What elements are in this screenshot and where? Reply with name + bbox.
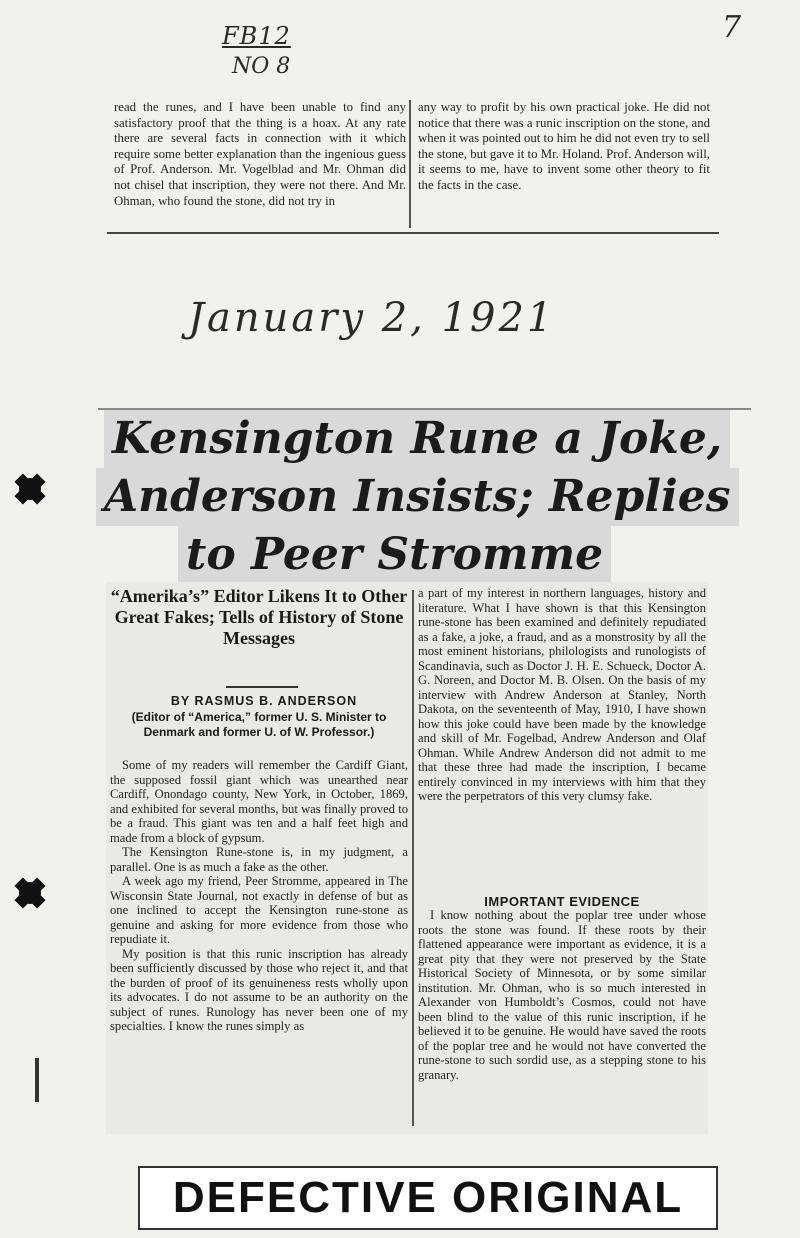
article-byline: BY RASMUS B. ANDERSON	[170, 694, 358, 708]
article-right-column-continued	[418, 908, 706, 1082]
handwritten-page-number: 7	[722, 10, 742, 45]
previous-clipping-right-column: any way to profit by his own practical joke. He did not notice that there was a runic inscription on the stone, and when it was pointed out to him he did not even try to sell the stone, but gave it to Mr. Holand. Prof. Anderson will, it seems to me, have to invent some other theory to fit the facts in the case.	[418, 100, 710, 192]
previous-clipping	[107, 100, 719, 234]
article-paragraph: a part of my interest in northern languages, history and literature. What I have shown is that this Kensington rune-stone has been examined and definitely repudiated as a fake, a joke, a fraud, and as a monstrosity by all the most eminent historians, philologists and runologists of Scandinavia, such as Doctor J. H. E. Schueck, Doctor A. G. Noreen, and Doctor M. B. Olsen. On the basis of my interview with Andrew Anderson at Stanley, North Dakota, on the seventeenth of May, 1910, I have shown how this joke could have been made by the knowledge and skill of Mr. Fogelbad, Andrew Anderson and Olaf Ohman. While Andrew Anderson did not admit to me that these three had made the inscription, I became entirely convinced in my interviews with him that they were the perpetrators of this very clumsy fake.	[418, 586, 706, 803]
previous-clipping-left-column: read the runes, and I have been unable to find any satisfactory proof that the thing is a hoax. At any rate there are several facts in connection with it which require some better explanation than the ingenious guess of Prof. Anderson. Mr. Vogelblad and Mr. Ohman did not chisel that inscription, they were not there. And Mr. Ohman, who found the stone, did not try in	[114, 100, 406, 208]
article-paragraph: A week ago my friend, Peer Stromme, appeared in The Wisconsin State Journal, not exactly in defense of but as one inclined to accept the Kensington rune-stone as genuine and asking for more evidence from those who repudiate it.	[110, 874, 408, 946]
handwritten-reference-number: NO 8	[232, 54, 291, 79]
author-description: (Editor of “America,” former U. S. Minister to Denmark and former U. of W. Professor.)	[131, 710, 387, 739]
section-heading: IMPORTANT EVIDENCE	[484, 894, 640, 909]
article-paragraph: The Kensington Rune-stone is, in my judgment, a parallel. One is as much a fake as the other.	[110, 845, 408, 874]
handwritten-reference-code: FB12	[222, 22, 291, 50]
column-divider	[409, 100, 411, 228]
punch-hole-icon	[19, 882, 41, 904]
headline-line-2: Anderson Insists; Replies	[96, 468, 739, 526]
headline-line-1: Kensington Rune a Joke,	[104, 410, 730, 468]
article-subhead: “Amerika’s” Editor Likens It to Other Great Fakes; Tells of History of Stone Messages	[110, 586, 408, 648]
article-paragraph: I know nothing about the poplar tree under whose roots the stone was found. If these roots by their flattened appearance were important as evidence, it is a great pity that they were not preserved by the State Historical Society of Minnesota, or by some similar institution. Mr. Ohman, who is so much interested in Alexander von Humboldt’s Cosmos, could not have been blind to the value of this runic inscription, if he believed it to be genuine. He would have saved the roots of the poplar tree and he would not have converted the rune-stone to such sordid use, as a stepping stone to his granary.	[418, 908, 706, 1082]
article-paragraph: My position is that this runic inscription has already been sufficiently discussed by those who reject it, and that the burden of proof of its genuineness rests wholly upon its advocates. I do not assume to be an authority on the subject of runes. Runology has never been one of my specialties. I know the runes simply as	[110, 946, 408, 1033]
article-left-column	[110, 758, 408, 1034]
binding-mark	[35, 1058, 39, 1102]
article-clipping	[106, 582, 708, 1134]
column-divider	[412, 590, 414, 1126]
article-right-column	[418, 586, 706, 804]
subhead-rule	[226, 686, 298, 688]
article-paragraph: Some of my readers will remember the Cardiff Giant, the supposed fossil giant which was unearthed near Cardiff, Onondago county, New York, in October, 1869, and exhibited for several months, but was finally proved to be a fraud. This giant was ten and a half feet high and made from a block of gypsum.	[110, 758, 408, 845]
defective-original-stamp: DEFECTIVE ORIGINAL	[138, 1166, 718, 1230]
handwritten-date: January 2, 1921	[188, 295, 556, 341]
headline-line-3: to Peer Stromme	[178, 526, 611, 584]
punch-hole-icon	[19, 478, 41, 500]
